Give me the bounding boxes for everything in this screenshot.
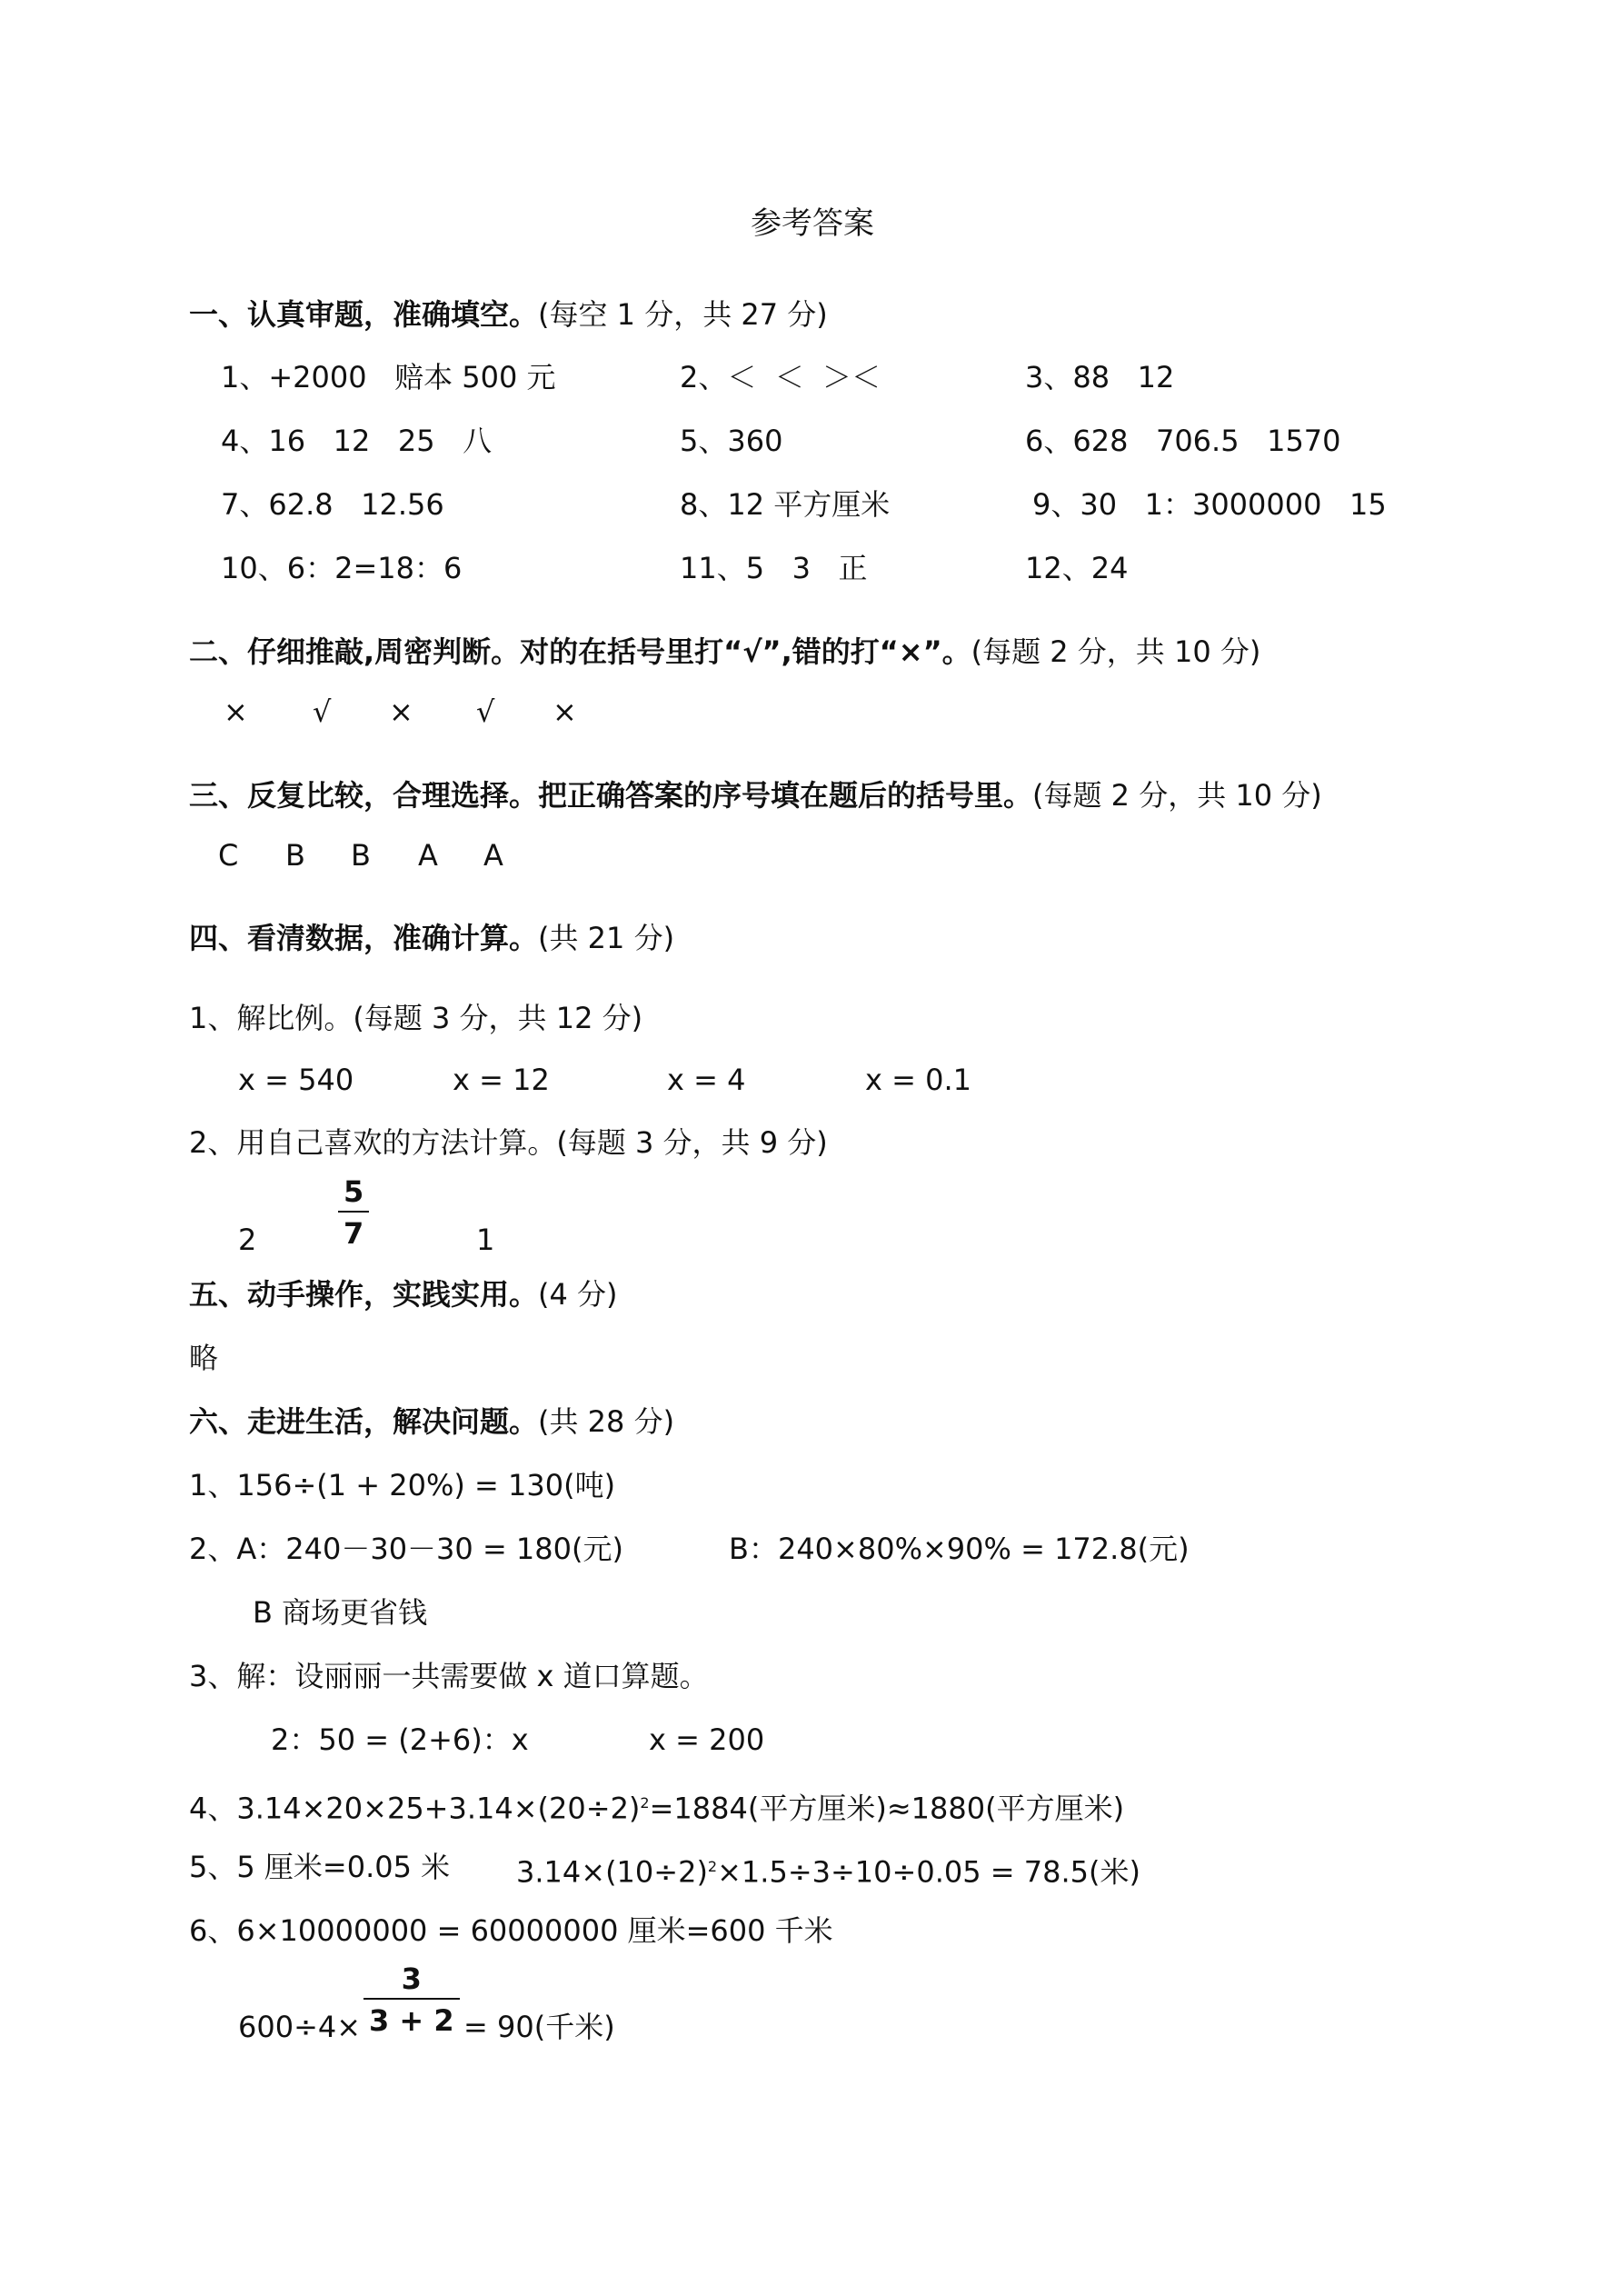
proportion-answer-2: x = 12 [453, 1063, 550, 1097]
section-4-heading [189, 920, 674, 956]
section-3-score-note: (每题 2 分，共 10 分) [1032, 778, 1322, 813]
fraction-bar [338, 1211, 369, 1213]
problem-4-text-pre: 4、3.14×20×25+3.14×(20÷2) [189, 1791, 641, 1826]
section-6-score-note: (共 28 分) [538, 1404, 675, 1439]
answer-5: 5、360 [680, 424, 783, 458]
problem-3-setup: 3、解：设丽丽一共需要做 x 道口算题。 [189, 1659, 709, 1693]
section-2-score-note: (每题 2 分，共 10 分) [971, 634, 1261, 669]
calc-answer-2-fraction [338, 1174, 369, 1251]
problem-5-text-post: ×1.5÷3÷10÷0.05 = 78.5(米) [717, 1854, 1140, 1890]
problem-4-text-post: =1884(平方厘米)≈1880(平方厘米) [649, 1791, 1125, 1826]
answer-8: 8、12 平方厘米 [680, 487, 891, 522]
section-6-title: 六、走进生活，解决问题。 [189, 1404, 539, 1439]
section-1-heading [189, 296, 828, 333]
choice-answer-2: B [285, 838, 305, 873]
answer-2: 2、＜ ＜ ＞＜ [680, 360, 881, 394]
answer-11: 11、5 3 正 [680, 551, 868, 585]
proportion-answer-4: x = 0.1 [865, 1063, 971, 1097]
answer-7: 7、62.8 12.56 [221, 487, 444, 522]
answer-4: 4、16 12 25 八 [221, 424, 493, 458]
fraction-denominator: 7 [344, 1216, 364, 1251]
section-6-heading [189, 1403, 674, 1440]
fraction-denominator: 3 + 2 [369, 2003, 454, 2038]
answer-1: 1、+2000 赔本 500 元 [221, 360, 556, 394]
section-5-title: 五、动手操作，实践实用。 [189, 1277, 539, 1312]
section-4-title: 四、看清数据，准确计算。 [189, 921, 539, 955]
problem-5-text-pre: 3.14×(10÷2) [516, 1854, 708, 1890]
calc-answer-1: 2 [238, 1223, 257, 1257]
section-2-heading [189, 634, 1260, 670]
problem-6-answer-pre: 600÷4× [238, 2010, 362, 2044]
section-4-score-note: (共 21 分) [538, 921, 675, 955]
choice-answer-5: A [483, 838, 503, 873]
answer-9: 9、30 1：3000000 15 [1032, 487, 1387, 522]
problem-6-conversion: 6、6×10000000 = 60000000 厘米=600 千米 [189, 1913, 833, 1948]
problem-6-answer-post: = 90(千米) [463, 2010, 615, 2044]
problem-5-answer [516, 1849, 1140, 1891]
choice-answer-1: C [218, 838, 239, 873]
problem-4-exponent: 2 [640, 1794, 650, 1812]
problem-1-answer: 1、156÷(1 + 20%) = 130(吨) [189, 1468, 616, 1502]
problem-3-equation: 2：50 = (2+6)：x [271, 1722, 529, 1757]
problem-5-exponent: 2 [707, 1858, 718, 1875]
answer-3: 3、88 12 [1025, 360, 1175, 394]
problem-4-answer [189, 1785, 1124, 1827]
proportion-answer-3: x = 4 [667, 1063, 746, 1097]
problem-2-option-a: 2、A：240－30－30 = 180(元) [189, 1532, 623, 1566]
section-5-score-note: (4 分) [538, 1277, 618, 1312]
section-5-body: 略 [189, 1341, 219, 1375]
page-title: 参考答案 [751, 205, 874, 242]
subsection-4-1-heading: 1、解比例。(每题 3 分，共 12 分) [189, 1001, 643, 1035]
subsection-4-2-heading: 2、用自己喜欢的方法计算。(每题 3 分，共 9 分) [189, 1125, 828, 1160]
problem-5-conversion: 5、5 厘米=0.05 米 [189, 1850, 451, 1884]
judgement-answer-4: √ [476, 694, 495, 729]
problem-2-option-b: B：240×80%×90% = 172.8(元) [729, 1532, 1190, 1566]
choice-answer-4: A [418, 838, 438, 873]
section-3-heading [189, 777, 1322, 814]
judgement-answer-1: × [224, 694, 248, 729]
judgement-answer-3: × [389, 694, 413, 729]
section-1-title: 一、认真审题，准确填空。 [189, 297, 539, 332]
calc-answer-3: 1 [476, 1223, 495, 1257]
judgement-answer-5: × [553, 694, 577, 729]
answer-10: 10、6：2=18：6 [221, 551, 463, 585]
section-1-score-note: (每空 1 分，共 27 分) [538, 297, 828, 332]
judgement-answer-2: √ [313, 694, 332, 729]
section-2-title: 二、仔细推敲,周密判断。对的在括号里打“√”,错的打“×”。 [189, 634, 971, 669]
proportion-answer-1: x = 540 [238, 1063, 354, 1097]
fraction-numerator: 5 [344, 1174, 364, 1209]
answer-12: 12、24 [1025, 551, 1129, 585]
answer-6: 6、628 706.5 1570 [1025, 424, 1341, 458]
fraction-bar [363, 1998, 460, 2000]
fraction-numerator: 3 [401, 1962, 422, 1996]
choice-answer-3: B [351, 838, 371, 873]
problem-3-answer: x = 200 [649, 1722, 765, 1757]
section-5-heading [189, 1276, 618, 1313]
problem-6-fraction [363, 1962, 460, 2038]
section-3-title: 三、反复比较，合理选择。把正确答案的序号填在题后的括号里。 [189, 778, 1033, 813]
problem-2-conclusion: B 商场更省钱 [253, 1595, 428, 1630]
